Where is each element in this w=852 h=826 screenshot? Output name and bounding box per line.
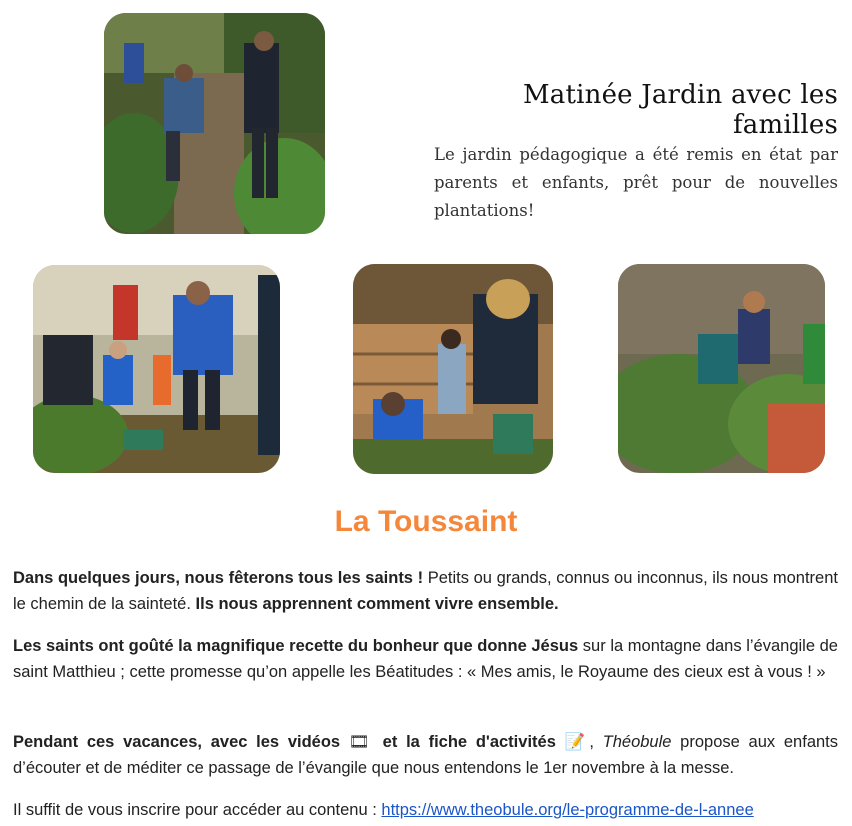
- paragraph-signup: [13, 797, 838, 823]
- garden-photo-families: [33, 265, 280, 473]
- theobule-name: Théobule: [602, 733, 672, 751]
- paragraph-theobule: [13, 729, 838, 781]
- paragraph-bold-text: Dans quelques jours, nous fêterons tous les saints !: [13, 569, 424, 587]
- theobule-program-link[interactable]: https://www.theobule.org/le-programme-de-l-annee: [381, 801, 754, 819]
- film-icon: 🎞: [348, 733, 374, 751]
- garden-photo-main: [104, 13, 325, 234]
- memo-icon: 📝: [564, 733, 590, 751]
- paragraph-bold-text: et la fiche d'activités: [373, 733, 556, 751]
- event-description: Le jardin pédagogique a été remis en état par parents et enfants, prêt pour de nouvelles plantations!: [434, 145, 838, 220]
- paragraph-text: Il suffit de vous inscrire pour accéder au contenu :: [13, 801, 382, 819]
- paragraph-bold-text: Les saints ont goûté la magnifique recette du bonheur que donne Jésus: [13, 637, 579, 655]
- paragraph-text: sur la montagne dans l’évangile de saint Matthieu ; cette promesse qu’on appelle les Béatitudes : « Mes amis, le Royaume des cieux est à vous ! »: [13, 637, 838, 681]
- section-title: La Toussaint: [334, 505, 518, 538]
- event-title: Matinée Jardin avec les familles: [522, 80, 838, 140]
- paragraph-saints-intro: [13, 565, 838, 617]
- paragraph-text: propose aux enfants d’écouter et de méditer ce passage de l’évangile que nous entendons le 1er novembre à la messe.: [13, 733, 839, 777]
- paragraph-bold-text: Pendant ces vacances, avec les vidéos: [13, 733, 341, 751]
- garden-photo-planter: [353, 264, 553, 474]
- paragraph-bold-text: Ils nous apprennent comment vivre ensemble.: [195, 595, 559, 613]
- paragraph-text: Petits ou grands, connus ou inconnus, ils nous montrent le chemin de la sainteté.: [13, 569, 838, 613]
- paragraph-beatitudes: [13, 633, 838, 685]
- garden-photo-child: [618, 264, 825, 473]
- paragraph-text: ,: [589, 733, 603, 751]
